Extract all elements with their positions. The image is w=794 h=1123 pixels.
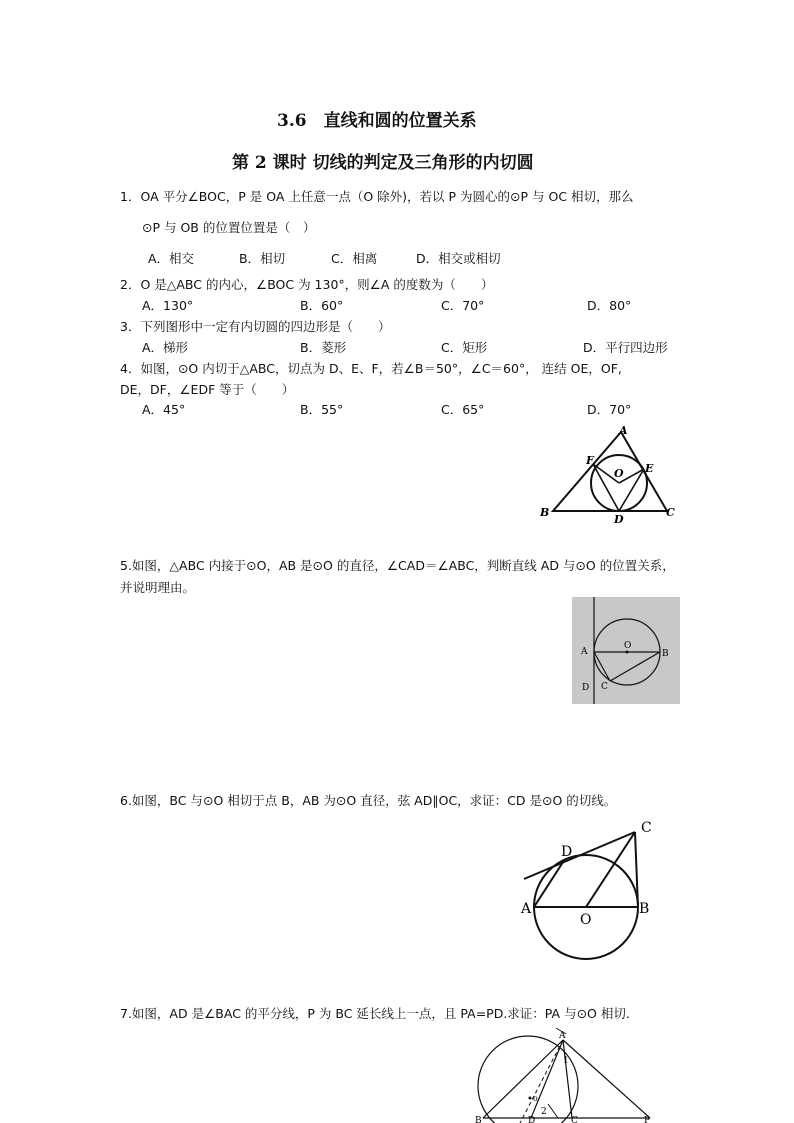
q6-figure [516, 815, 666, 965]
label-a: A [521, 901, 532, 917]
label-a: A [619, 424, 628, 437]
q2-option-b: B．60° [300, 298, 344, 313]
label-c: C [641, 820, 652, 836]
segment-ab [483, 1040, 563, 1118]
label-c: C [571, 1116, 578, 1123]
q1-option-b: B．相切 [239, 251, 286, 266]
q4-option-c: C．65° [441, 402, 485, 417]
label-f: F [586, 454, 594, 467]
q4-option-a: A．45° [142, 402, 186, 417]
q4-stem-line1: 4．如图，⊙O 内切于△ABC，切点为 D、E、F，若∠B＝50°，∠C＝60°， 连结 OE，OF, [120, 361, 622, 376]
label-b: B [475, 1116, 482, 1123]
q2-option-a: A．130° [142, 298, 194, 313]
label-a: A [559, 1031, 566, 1041]
label-b: B [639, 901, 650, 917]
q1-option-a: A．相交 [148, 251, 195, 266]
q3-option-c: C．矩形 [441, 340, 488, 355]
q2-option-c: C．70° [441, 298, 485, 313]
q3-stem: 3．下列图形中一定有内切圆的四边形是（ ） [120, 319, 391, 334]
label-2: 2 [541, 1107, 547, 1117]
q1-stem-line2: ⊙P 与 OB 的位置位置是（ ） [142, 220, 316, 235]
label-a: A [581, 647, 588, 657]
q2-stem: 2．O 是△ABC 的内心，∠BOC 为 130°，则∠A 的度数为（ ） [120, 277, 494, 292]
q1-stem-line1: 1．OA 平分∠BOC，P 是 OA 上任意一点（O 除外)，若以 P 为圆心的⊙P 与 OC 相切，那么 [120, 189, 634, 204]
center-dot [529, 1097, 532, 1100]
q3-option-d: D．平行四边形 [583, 340, 668, 355]
label-d: D [582, 683, 590, 693]
q5-stem-line1: 5.如图，△ABC 内接于⊙O，AB 是⊙O 的直径，∠CAD＝∠ABC，判断直线 AD 与⊙O 的位置关系， [120, 558, 675, 573]
label-o: o [533, 1094, 538, 1103]
label-b: B [540, 506, 550, 519]
segment-ac [563, 1040, 572, 1118]
line-cd [524, 832, 635, 879]
q7-figure [468, 1026, 668, 1123]
q1-option-c: C．相离 [331, 251, 378, 266]
label-o: O [624, 641, 632, 651]
q4-stem-line2: DE，DF，∠EDF 等于（ ） [120, 382, 295, 397]
label-o: O [580, 912, 592, 928]
label-d: D [561, 844, 573, 860]
q6-stem: 6.如图，BC 与⊙O 相切于点 B，AB 为⊙O 直径，弦 AD∥OC，求证：CD 是⊙O 的切线。 [120, 793, 617, 808]
q5-stem-line2: 并说明理由。 [120, 580, 196, 595]
label-c: C [601, 682, 608, 692]
label-b: B [662, 649, 669, 659]
segment-ap [563, 1040, 650, 1118]
q3-option-b: B．菱形 [300, 340, 347, 355]
chord-ad [534, 859, 565, 907]
label-d: D [528, 1116, 536, 1123]
q4-incircle-figure [535, 420, 685, 530]
q4-option-d: D．70° [587, 402, 632, 417]
q1-option-d: D．相交或相切 [416, 251, 501, 266]
q5-figure [572, 597, 680, 704]
label-p: P [644, 1116, 651, 1123]
q4-option-b: B．55° [300, 402, 344, 417]
label-c: C [666, 506, 675, 519]
label-1: 1 [563, 1056, 569, 1066]
segment-ad [531, 1040, 563, 1118]
label-o: O [614, 467, 624, 480]
q7-stem: 7.如图，AD 是∠BAC 的平分线，P 为 BC 延长线上一点，且 PA=PD.求证：PA 与⊙O 相切. [120, 1006, 630, 1021]
lesson-subtitle: 第 2 课时 切线的判定及三角形的内切圆 [232, 153, 534, 173]
q3-option-a: A．梯形 [142, 340, 189, 355]
label-d: D [614, 513, 624, 526]
label-e: E [645, 462, 654, 475]
circle-o [478, 1036, 578, 1123]
angle-mark [548, 1104, 558, 1118]
section-title: 3.6 直线和圆的位置关系 [277, 111, 477, 131]
q2-option-d: D．80° [587, 298, 632, 313]
